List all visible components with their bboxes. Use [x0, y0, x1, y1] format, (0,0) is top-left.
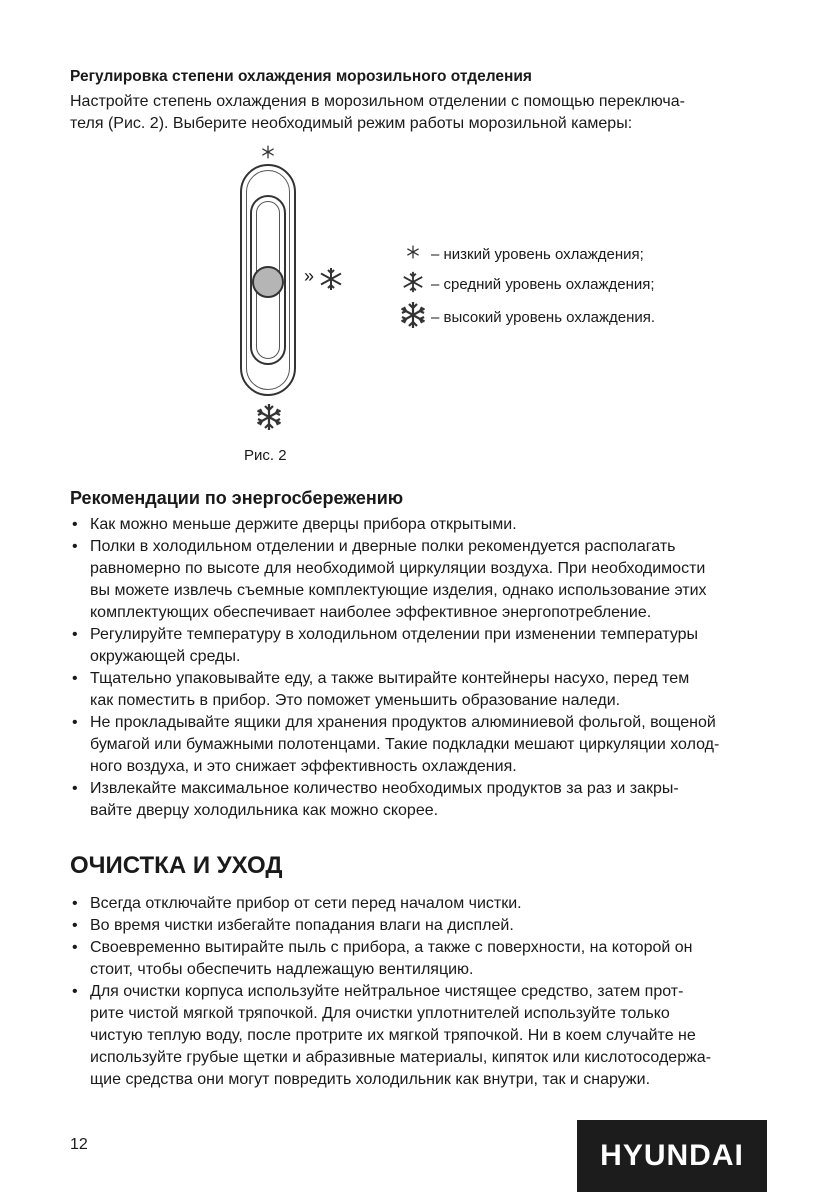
text-line: • Своевременно вытирайте пыль с прибора, а также с поверхности, на которой он: [90, 939, 693, 956]
text-line: • Не прокладывайте ящики для хранения продуктов алюминиевой фольгой, вощеной: [90, 714, 716, 731]
legend-text: – средний уровень охлаждения;: [431, 275, 655, 293]
text-line: комплектующих обеспечивает наиболее эффективное энергопотребление.: [90, 604, 652, 621]
figure-2-regulator: [230, 140, 690, 470]
text-line: как поместить в прибор. Это поможет уменьшить образование наледи.: [90, 692, 621, 709]
section-title-energy-saving: Рекомендации по энергосбережению: [70, 488, 404, 508]
legend-row-high: [395, 300, 655, 334]
energy-saving-list: [70, 514, 770, 822]
text-line: • Всегда отключайте прибор от сети перед началом чистки.: [90, 895, 522, 912]
snowflake-small-icon: [405, 244, 421, 260]
text-line: чистую теплую воду, после протрите их мягкой тряпочкой. Ни в коем случайте не: [90, 1027, 696, 1044]
text-line: • Для очистки корпуса используйте нейтральное чистящее средство, затем прот-: [90, 983, 684, 1000]
section-intro-text: [70, 91, 770, 135]
legend-row-low: [395, 244, 644, 264]
text-line: • Полки в холодильном отделении и дверные полки рекомендуется располагать: [90, 538, 676, 555]
snowflake-large-icon: [398, 300, 428, 330]
text-line: • Тщательно упаковывайте еду, а также вытирайте контейнеры насухо, перед тем: [90, 670, 690, 687]
text-line: стоит, чтобы обеспечить надлежащую вентиляцию.: [90, 961, 474, 978]
text-line: используйте грубые щетки и абразивные материалы, кипяток или кислотосодержа-: [90, 1049, 712, 1066]
text-line: равномерно по высоте для необходимой циркуляции воздуха. При необходимости: [90, 560, 706, 577]
list-item: [70, 514, 770, 536]
figure-caption: Рис. 2: [244, 447, 287, 464]
list-item: [70, 668, 770, 712]
text-line: • Как можно меньше держите дверцы прибора открытыми.: [90, 516, 517, 533]
text-line: теля (Рис. 2). Выберите необходимый режим работы морозильной камеры:: [70, 115, 633, 132]
text-line: бумагой или бумажными полотенцами. Такие подкладки мешают циркуляции холод-: [90, 736, 720, 753]
legend-text: – высокий уровень охлаждения.: [431, 308, 656, 326]
legend-text: – низкий уровень охлаждения;: [431, 245, 644, 263]
snowflake-medium-icon: [401, 270, 425, 294]
text-line: вы можете извлечь съемные комплектующие изделия, однако использование этих: [90, 582, 707, 599]
text-line: щие средства они могут повредить холодильник как внутри, так и снаружи.: [90, 1071, 651, 1088]
snowflake-medium-icon: [318, 266, 344, 292]
list-item: [70, 937, 770, 981]
section-title-freezer-adjustment: Регулировка степени охлаждения морозильного отделения: [70, 68, 532, 85]
legend-row-medium: [395, 270, 655, 298]
text-line: вайте дверцу холодильника как можно скорее.: [90, 802, 439, 819]
text-line: • Извлекайте максимальное количество необходимых продуктов за раз и закры-: [90, 780, 679, 797]
page-number: 12: [70, 1136, 88, 1153]
list-item: [70, 712, 770, 778]
regulator-knob[interactable]: [252, 266, 284, 298]
cleaning-list: [70, 893, 770, 1091]
list-item: [70, 915, 770, 937]
snowflake-small-icon: [260, 144, 276, 160]
text-line: ного воздуха, и это снижает эффективность охлаждения.: [90, 758, 517, 775]
text-line: • Во время чистки избегайте попадания влаги на дисплей.: [90, 917, 514, 934]
text-line: • Регулируйте температуру в холодильном отделении при изменении температуры: [90, 626, 699, 643]
section-title-cleaning-care: ОЧИСТКА И УХОД: [70, 852, 283, 879]
list-item: [70, 981, 770, 1091]
text-line: рите чистой мягкой тряпочкой. Для очистки уплотнителей используйте только: [90, 1005, 670, 1022]
list-item: [70, 778, 770, 822]
list-item: [70, 536, 770, 624]
list-item: [70, 893, 770, 915]
brand-logo: HYUNDAI: [577, 1120, 767, 1192]
snowflake-large-icon: [254, 402, 284, 432]
arrow-icon: »: [304, 266, 315, 286]
text-line: Настройте степень охлаждения в морозильном отделении с помощью переключа-: [70, 93, 685, 110]
text-line: окружающей среды.: [90, 648, 241, 665]
list-item: [70, 624, 770, 668]
